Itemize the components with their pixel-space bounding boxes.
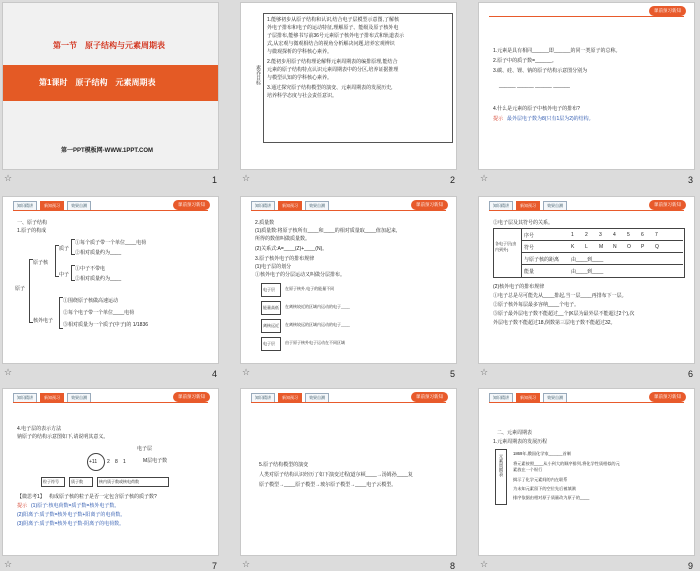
slide-2-line: 培养科学态度与社会责任意识。	[267, 93, 338, 99]
tab-test[interactable]: 效果自测	[305, 201, 329, 211]
tree-brace	[29, 259, 33, 323]
tree-item: ③相对质量为一个质子(中子)的 1/1836	[63, 322, 149, 328]
slide-2-line: 3.通过探究原子结构模型的演变、元素周期表的发展历史,	[267, 85, 393, 91]
slide-5[interactable]	[240, 196, 457, 364]
section-tag: 课前预习新知	[649, 200, 686, 210]
slide-5-line: ①核外电子的分层运动又叫做分层排布。	[255, 272, 346, 278]
tree-brace	[71, 239, 75, 255]
atom-label: M层电子数	[143, 458, 168, 464]
slide-3-line: 3.碳、硅、锂、钠的原子结构示意图分别为	[493, 68, 588, 74]
slide-6[interactable]	[478, 196, 695, 364]
slide-number: 4	[211, 369, 217, 379]
tab-knowledge[interactable]: 知识精讲	[251, 201, 275, 211]
table-cell: 符号	[524, 245, 535, 251]
slide-transition-icon: ☆	[4, 560, 13, 570]
thumbnail-slot-8[interactable]	[240, 388, 457, 571]
slide-4-line: 一、原子结构	[17, 220, 48, 226]
tree-item: ①中子不带电	[75, 266, 106, 272]
slide-5-line: (1)电子层的划分	[255, 264, 292, 270]
tab-knowledge[interactable]: 知识精讲	[13, 201, 37, 211]
ring-label: 能量高低	[263, 305, 279, 310]
timeline-item: 排序依据由相对原子质量改为原子的____	[513, 495, 590, 500]
question-text: 构成原子核的粒子是否一定包含原子核的质子数?	[49, 494, 157, 500]
tree-item: ①围绕原子核做高速运动	[63, 298, 119, 304]
tree-neutron: 中子	[59, 272, 70, 278]
header-rule	[489, 16, 684, 17]
timeline-item: 为未知元素留下的空位先后被填满	[513, 486, 576, 491]
label-box	[41, 477, 65, 487]
slide-3[interactable]	[478, 2, 695, 170]
tree-electrons: 核外电子	[33, 318, 54, 324]
ring-label-box	[261, 337, 281, 351]
hint-text: (2)阳离子:质子数=核外电子数+阳离子的电荷数。	[17, 512, 126, 518]
slide-transition-icon: ☆	[242, 174, 251, 184]
table-cell: O	[627, 244, 631, 250]
tree-brace	[55, 245, 59, 277]
slide-2-line: 与模型认知的学科核心素养。	[267, 75, 333, 81]
table-row-header: 各电子层(由内到外)	[495, 241, 517, 252]
ring-label: 电子层	[263, 341, 275, 346]
hint-text: (1)原子:核电荷数=质子数=核外电子数。	[31, 503, 120, 509]
hint-text: (3)阴离子:质子数=核外电子数-阴离子的电荷数。	[17, 521, 125, 527]
slide-5-line: (2)关系式:A=____(Z)+____(N)。	[255, 246, 328, 252]
slide-2[interactable]	[240, 2, 457, 170]
atom-shell-count: 1	[123, 459, 126, 465]
slide-8[interactable]	[240, 388, 457, 556]
slide-6-line: (2)核外电子的排布规律	[493, 284, 545, 290]
atom-label: 质子数	[71, 479, 83, 484]
table-cell: 序号	[524, 233, 535, 239]
thumbnail-slot-2[interactable]	[240, 2, 457, 185]
atom-charge: +11	[89, 459, 98, 465]
ring-label-box	[261, 301, 281, 315]
section-tag: 课前预习新知	[649, 6, 686, 16]
timeline-item: 揭示了化学元素间的内在联系	[513, 477, 568, 482]
thumbnail-slot-5[interactable]	[240, 196, 457, 379]
section-tag: 课前预习新知	[411, 392, 448, 402]
vertical-label: 元素周期表	[499, 454, 504, 477]
slide-5-line: (1)质量数:将原子核所有____和____的相对质量取____值加起来,	[255, 228, 398, 234]
tab-test[interactable]: 效果自测	[67, 393, 91, 403]
tab-knowledge[interactable]: 知识精讲	[251, 393, 275, 403]
table-cell: 由____到____	[571, 269, 604, 275]
slide-7-line: 4.电子层的表示方法	[17, 426, 62, 432]
hint-label: 提示	[17, 503, 28, 509]
slide-transition-icon: ☆	[4, 368, 13, 378]
slide-1-subtitle: 第1课时 原子结构 元素周期表	[39, 78, 156, 87]
header-rule	[13, 210, 208, 211]
slide-2-line: 2.能初步用原子结构理论解释元素周期表的编排原理,能结合	[267, 59, 398, 65]
tree-root: 原子	[15, 286, 26, 292]
slide-number: 8	[449, 561, 455, 571]
ring-text: 在原子核外,电子的能量不同	[285, 286, 335, 291]
slide-transition-icon: ☆	[242, 560, 251, 570]
table-divider	[521, 264, 683, 265]
table-cell: N	[613, 244, 617, 250]
section-tag: 课前预习新知	[173, 392, 210, 402]
slide-number: 6	[687, 369, 693, 379]
slide-number: 1	[211, 175, 217, 185]
slide-3-line: ______ ______ ______ ______	[499, 83, 570, 89]
slide-number: 3	[687, 175, 693, 185]
atom-shell-count: 8	[115, 459, 118, 465]
slide-2-side-label: 素养目标	[255, 65, 261, 85]
table-cell: 4	[613, 232, 616, 238]
slide-6-line: 外层电子数不能超过18,倒数第三层电子数不能超过32。	[493, 320, 616, 326]
slide-9-line: 二、元素周期表	[497, 430, 533, 436]
slide-5-line: 所得的数值叫做质量数。	[255, 236, 311, 242]
tab-test[interactable]: 效果自测	[67, 201, 91, 211]
tab-knowledge[interactable]: 知识精讲	[489, 201, 513, 211]
slide-2-line: 与微观探析的学科核心素养。	[267, 49, 333, 55]
ring-text: 由于原子核外电子运动在不同区域	[285, 340, 345, 345]
section-tag: 课前预习新知	[649, 392, 686, 402]
slide-2-line: 1.能够初步从原子结构和认识,结合电子层模型示意图,了解核	[267, 17, 399, 23]
slide-3-line: 1.元素是具有相同______即______的同一类原子的总称。	[493, 48, 621, 54]
atom-label: 电子层	[137, 446, 153, 452]
table-cell: 6	[641, 232, 644, 238]
slide-2-line: 式,从宏观与微观相结合的视角分析解决问题,培养宏观辨识	[267, 41, 395, 47]
thumbnail-slot-6[interactable]	[478, 196, 695, 379]
tree-item: ①每个质子带一个单位____电荷	[75, 240, 147, 246]
slide-number: 5	[449, 369, 455, 379]
header-rule	[13, 402, 208, 403]
slide-1-footer: 第一PPT模板网-WWW.1PPT.COM	[61, 148, 153, 154]
slide-3-line: 2.原子中的质子数=______。	[493, 58, 557, 64]
timeline-item: 将元素按照____从小到大的顺序排列,将化学性质相似的元素放在一个纵行	[513, 461, 620, 472]
slide-7[interactable]	[2, 388, 219, 556]
slide-transition-icon: ☆	[4, 174, 13, 184]
slide-2-line: 元素的原子结构特点认识元素周期表中的分区,培养证据推理	[267, 67, 399, 73]
tab-test[interactable]: 效果自测	[543, 393, 567, 403]
table-cell: 5	[627, 232, 630, 238]
tree-proton: 质子	[59, 246, 70, 252]
tab-preview[interactable]: 新知预习	[516, 201, 540, 211]
slide-1-title: 第一节 原子结构与元素周期表	[53, 41, 165, 50]
tree-item: ②相对质量约为____	[75, 276, 122, 282]
table-cell: 与原子核的距离	[524, 257, 560, 263]
table-cell: 1	[571, 232, 574, 238]
table-cell: 3	[599, 232, 602, 238]
table-cell: 7	[655, 232, 658, 238]
tab-test[interactable]: 效果自测	[543, 201, 567, 211]
tree-item: ②每个电子带一个单位____电荷	[63, 310, 135, 316]
slide-9-line: 1.元素周期表的发展历程	[493, 439, 548, 445]
vertical-label-box	[495, 449, 507, 505]
tab-knowledge[interactable]: 知识精讲	[13, 393, 37, 403]
atom-shell-count: 2	[107, 459, 110, 465]
slide-6-line: ②电子层及其符号的关系。	[493, 220, 554, 226]
thumbnail-slot-1[interactable]	[2, 2, 219, 185]
slide-number: 2	[449, 175, 455, 185]
header-rule	[251, 402, 446, 403]
label-box	[69, 477, 93, 487]
header-rule	[489, 210, 684, 211]
ring-label: 电子层	[263, 287, 275, 292]
tab-knowledge[interactable]: 知识精讲	[489, 393, 513, 403]
tab-test[interactable]: 效果自测	[305, 393, 329, 403]
slide-6-line: ③原子最外层电子数不能超过__个(K层为最外层不能超过2个),次	[493, 311, 635, 317]
tree-brace	[59, 297, 63, 329]
atom-label: 核内质子数或核电荷数	[99, 479, 139, 484]
tab-preview[interactable]: 新知预习	[516, 393, 540, 403]
slide-1[interactable]	[2, 2, 219, 170]
table-cell: 由____到____	[571, 257, 604, 263]
slide-9[interactable]	[478, 388, 695, 556]
label-box	[97, 477, 169, 487]
atom-label: 粒子符号	[43, 479, 59, 484]
header-rule	[251, 210, 446, 211]
slide-6-line: ②原子核外每层最多容纳____个电子。	[493, 302, 580, 308]
tree-item: ②相对质量约为____	[75, 250, 122, 256]
slide-number: 7	[211, 561, 217, 571]
thumbnail-slot-3[interactable]	[478, 2, 695, 185]
table-cell: K	[571, 244, 575, 250]
slide-5-line: 3.原子核外电子的排布规律	[255, 256, 315, 262]
slide-transition-icon: ☆	[242, 368, 251, 378]
tab-preview[interactable]: 新知预习	[40, 201, 64, 211]
slide-transition-icon: ☆	[480, 368, 489, 378]
slide-3-line: 4.什么是元素的原子中核外电子的排布?	[493, 106, 580, 112]
section-tag: 课前预习新知	[173, 200, 210, 210]
ring-label-box	[261, 283, 281, 297]
tab-preview[interactable]: 新知预习	[278, 393, 302, 403]
thumbnail-slot-4[interactable]	[2, 196, 219, 379]
hint-label: 提示	[493, 116, 504, 122]
timeline-item: 1869年,俄国化学家______首制	[513, 451, 571, 456]
tree-brace	[71, 265, 75, 281]
slide-8-line: 5.原子结构模型的演变	[259, 462, 309, 468]
table-cell: P	[641, 244, 645, 250]
slide-4[interactable]	[2, 196, 219, 364]
section-tag: 课前预习新知	[411, 200, 448, 210]
table-divider	[521, 240, 683, 241]
ring-text: 在离核较远的区域内运动的电子____	[285, 322, 350, 327]
tab-preview[interactable]: 新知预习	[278, 201, 302, 211]
thumbnail-slot-7[interactable]	[2, 388, 219, 571]
slide-6-line: ①电子总是尽可能先从____排起,当一层____再排布下一层。	[493, 293, 627, 299]
table-cell: 能量	[524, 269, 535, 275]
table-cell: L	[585, 244, 588, 250]
header-rule	[489, 402, 684, 403]
slide-7-line: 钠原子的结构示意图如下,请说明其意义。	[17, 434, 109, 440]
table-cell: M	[599, 244, 604, 250]
slide-8-line: 原子模型→____原子模型→玻尔原子模型→____电子云模型。	[259, 482, 397, 488]
ring-text: 在离核较近的区域内运动的电子____	[285, 304, 350, 309]
slide-transition-icon: ☆	[480, 174, 489, 184]
thumbnail-slot-9[interactable]	[478, 388, 695, 571]
table-cell: Q	[655, 244, 659, 250]
table-cell: 2	[585, 232, 588, 238]
slide-4-line: 1.原子的构成	[17, 228, 47, 234]
hint-text: 最外层电子数为8(只有1层为2)的结构。	[507, 116, 594, 122]
slide-transition-icon: ☆	[480, 560, 489, 570]
tree-nucleus: 原子核	[33, 260, 49, 266]
ring-label: 离核远近	[263, 323, 279, 328]
slide-5-line: 2.质量数	[255, 220, 275, 226]
slide-number: 9	[687, 561, 693, 571]
question-label: 【微思考1】	[17, 494, 45, 500]
ring-label-box	[261, 319, 281, 333]
table-divider	[521, 252, 683, 253]
slide-8-line: 人类对原子结构认识经历了如下演变过程(道尔顿____→汤姆孙____复	[259, 472, 413, 478]
tab-preview[interactable]: 新知预习	[40, 393, 64, 403]
slide-2-line: 子层排布,能够书写前36号元素原子核外电子排布式和轨道表示	[267, 33, 404, 39]
slide-2-line: 外电子排布和电子的运动特征,理解原子、能级及原子核外电	[267, 25, 399, 31]
